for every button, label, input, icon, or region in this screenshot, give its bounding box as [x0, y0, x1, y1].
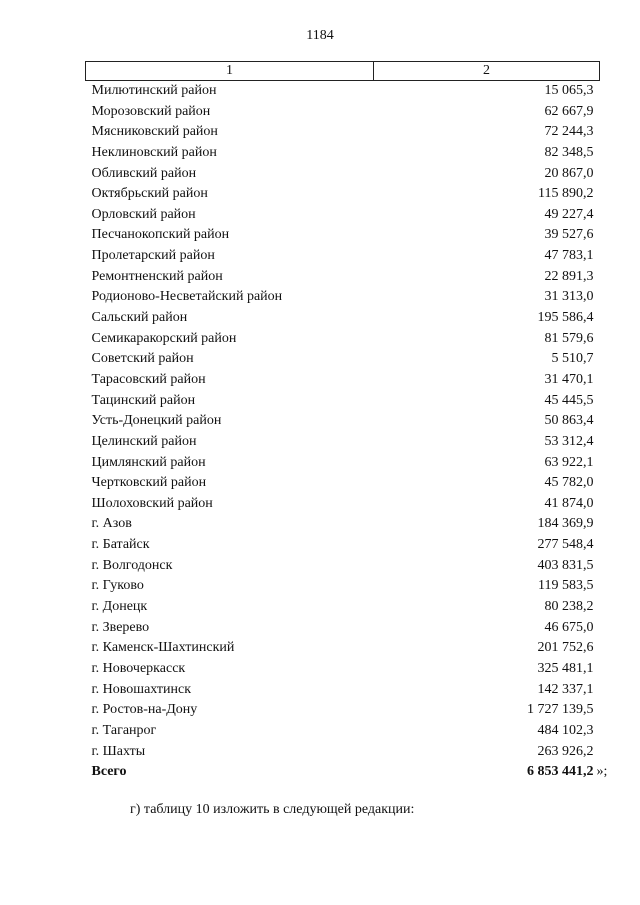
district-name: г. Таганрог — [91, 722, 157, 738]
table-row — [86, 308, 600, 329]
district-value: 62 667,9 — [544, 103, 594, 119]
district-name: Ремонтненский район — [91, 268, 223, 284]
district-name: г. Волгодонск — [91, 557, 173, 573]
district-value: 39 527,6 — [544, 227, 594, 243]
table-row — [86, 164, 600, 185]
table-row — [86, 287, 600, 308]
district-name: Обливский район — [91, 165, 197, 181]
district-name: Целинский район — [91, 433, 197, 449]
district-value: 403 831,5 — [537, 557, 594, 573]
table-row — [86, 349, 600, 370]
district-value: 45 445,5 — [544, 392, 594, 408]
district-name: Советский район — [91, 351, 194, 367]
district-name: г. Гуково — [91, 578, 144, 594]
table-row — [86, 225, 600, 246]
table-row — [86, 453, 600, 474]
district-name: Семикаракорский район — [91, 330, 237, 346]
district-value: 50 863,4 — [544, 413, 594, 429]
district-name: г. Каменск-Шахтинский — [91, 640, 235, 656]
table-row — [86, 473, 600, 494]
district-value: 484 102,3 — [537, 722, 594, 738]
total-label: Всего — [91, 764, 127, 780]
district-value: 46 675,0 — [544, 619, 594, 635]
district-name: Цимлянский район — [91, 454, 206, 470]
district-value: 72 244,3 — [544, 124, 594, 140]
total-value: 6 853 441,2 — [527, 764, 594, 780]
district-value: 325 481,1 — [537, 660, 594, 676]
district-name: Родионово-Несветайский район — [91, 289, 283, 305]
district-name: Сальский район — [91, 310, 188, 326]
district-name: Тацинский район — [91, 392, 196, 408]
district-value: 277 548,4 — [537, 537, 594, 553]
table-row — [86, 721, 600, 742]
table-row — [86, 432, 600, 453]
closing-quote: »; — [596, 764, 608, 780]
district-name: г. Ростов-на-Дону — [91, 702, 198, 718]
total-row — [86, 762, 600, 783]
district-value: 82 348,5 — [544, 144, 594, 160]
table-row — [86, 267, 600, 288]
district-name: г. Новошахтинск — [91, 681, 192, 697]
data-table — [85, 61, 608, 783]
table-header-row — [86, 62, 600, 81]
district-value: 5 510,7 — [551, 351, 594, 367]
instruction-text: г) таблицу 10 изложить в следующей редакции: — [130, 802, 415, 817]
district-value: 53 312,4 — [544, 433, 594, 449]
district-name: г. Новочеркасск — [91, 660, 186, 676]
district-name: Неклиновский район — [91, 144, 217, 160]
table-row — [86, 535, 600, 556]
district-value: 31 313,0 — [544, 289, 594, 305]
table-row — [86, 370, 600, 391]
page-number: 1184 — [306, 28, 334, 43]
district-value: 47 783,1 — [544, 248, 594, 264]
table-row — [86, 597, 600, 618]
table-row — [86, 576, 600, 597]
district-value: 142 337,1 — [537, 681, 594, 697]
district-value: 115 890,2 — [538, 186, 594, 202]
district-value: 63 922,1 — [544, 454, 594, 470]
district-value: 201 752,6 — [537, 640, 594, 656]
district-value: 15 065,3 — [544, 83, 594, 98]
district-value: 41 874,0 — [544, 495, 594, 511]
district-value: 184 369,9 — [537, 516, 594, 532]
district-name: Усть-Донецкий район — [91, 413, 222, 429]
table-row — [86, 659, 600, 680]
total-cell — [374, 762, 608, 783]
district-value: 263 926,2 — [537, 743, 594, 759]
table-row — [86, 638, 600, 659]
table-row — [86, 391, 600, 412]
district-value: 45 782,0 — [544, 475, 594, 491]
table-row — [86, 514, 600, 535]
district-name: Мясниковский район — [91, 124, 218, 140]
table-row — [86, 246, 600, 267]
district-value: 49 227,4 — [544, 206, 594, 222]
district-name: Орловский район — [91, 206, 196, 222]
table-row — [86, 700, 600, 721]
column-header-1: 1 — [86, 62, 374, 81]
district-name: Шолоховский район — [91, 495, 213, 511]
district-name: Чертковский район — [91, 475, 207, 491]
table-row — [86, 556, 600, 577]
district-name: Морозовский район — [91, 103, 211, 119]
table-row — [86, 102, 600, 123]
district-value: 81 579,6 — [544, 330, 594, 346]
table-row — [86, 329, 600, 350]
district-name: г. Азов — [91, 516, 132, 532]
column-header-2: 2 — [374, 62, 600, 81]
table-row — [86, 494, 600, 515]
district-value: 80 238,2 — [544, 599, 594, 615]
district-name: Милютинский район — [91, 83, 217, 98]
district-name: Тарасовский район — [91, 371, 206, 387]
district-name: Пролетарский район — [91, 248, 215, 264]
district-value: 20 867,0 — [544, 165, 594, 181]
table-row — [86, 205, 600, 226]
district-value: 119 583,5 — [538, 578, 594, 594]
table-row — [86, 680, 600, 701]
district-name: Октябрьский район — [91, 186, 208, 202]
table-row — [86, 618, 600, 639]
table-row — [86, 411, 600, 432]
district-name: г. Зверево — [91, 619, 150, 635]
table-row — [86, 81, 600, 102]
district-name: г. Батайск — [91, 537, 150, 553]
district-name: г. Шахты — [91, 743, 146, 759]
district-name: Песчанокопский район — [91, 227, 230, 243]
district-value: 1 727 139,5 — [527, 702, 594, 718]
table-row — [86, 122, 600, 143]
district-value: 31 470,1 — [544, 371, 594, 387]
district-value: 22 891,3 — [544, 268, 594, 284]
table-row — [86, 742, 600, 763]
table-row — [86, 143, 600, 164]
district-value: 195 586,4 — [537, 310, 594, 326]
district-name: г. Донецк — [91, 599, 148, 615]
table-row — [86, 184, 600, 205]
